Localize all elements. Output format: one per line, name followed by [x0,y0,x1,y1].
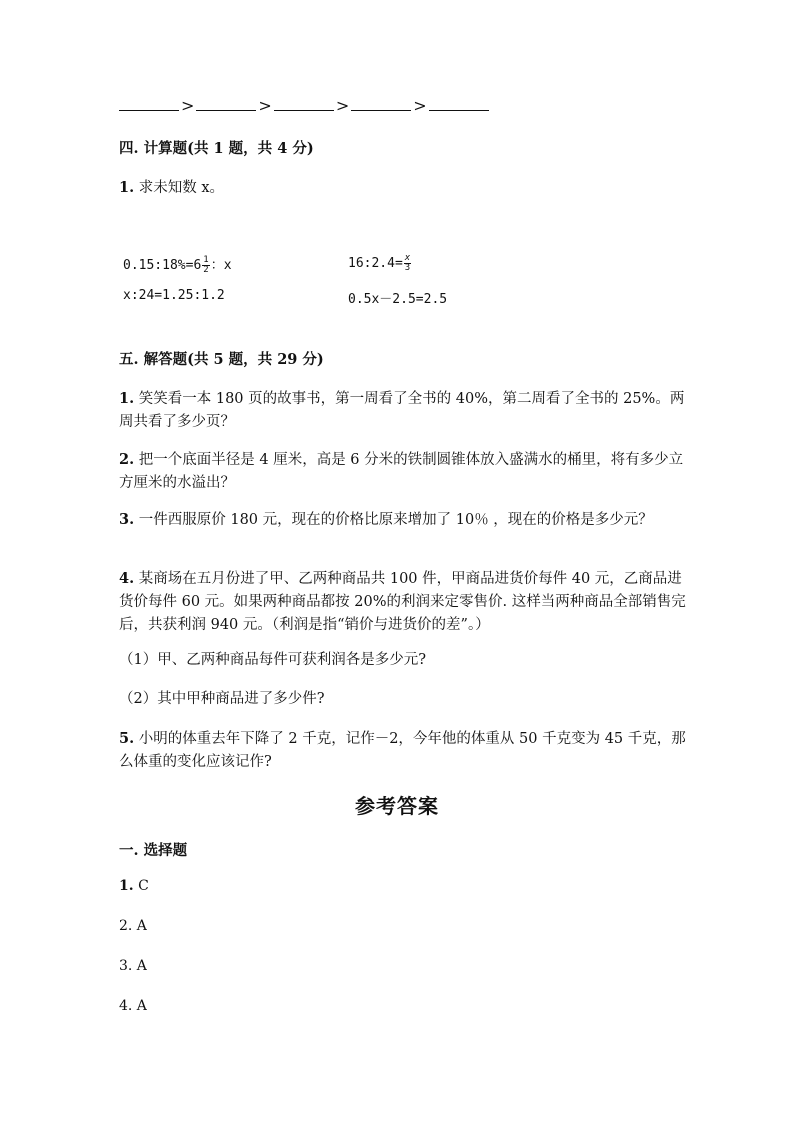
equation-text: 16:2.4= [348,256,403,271]
equation-2 [348,254,412,273]
word-problem [119,567,689,637]
equation-1 [123,254,232,275]
answer-item [119,998,147,1014]
answer-text: A [132,918,147,934]
word-problem [119,448,689,495]
answer-section-heading: 一. 选择题 [119,842,188,859]
greater-than-sign: > [181,96,195,115]
question-text: 某商场在五月份进了甲、乙两种商品共 100 件，甲商品进货价每件 40 元，乙商品进货价每件 60 元。如果两种商品都按 20%的利润来定零售价. 这样当两种商品全部销售完后，共获利润 940 元。（利润是指“销价与进货价的差”。） [119,571,686,633]
question-text: 一件西服原价 180 元，现在的价格比原来增加了 10％ ，现在的价格是多少元？ [134,512,653,528]
question-text: 笑笑看一本 180 页的故事书，第一周看了全书的 40%，第二周看了全书的 25%。两周共看了多少页？ [119,391,685,430]
answer-number: 2. [119,918,133,934]
answer-item [119,918,147,934]
question-number: 1. [119,179,135,196]
question-calc-1 [119,176,224,197]
fraction-denominator: 3 [404,263,411,273]
answer-blank [119,109,179,111]
greater-than-sign: > [258,96,272,115]
answer-text: A [132,998,147,1014]
fraction [404,254,411,273]
question-number: 5. [119,730,135,747]
answer-item [119,878,149,894]
answer-blank [274,109,334,111]
section-heading-word-problems: 五. 解答题(共 5 题，共 29 分) [119,351,324,368]
question-number: 4. [119,570,135,587]
answer-blank [429,109,489,111]
question-text: （2）其中甲种商品进了多少件? [119,691,325,707]
greater-than-sign: > [413,96,427,115]
answer-number: 1. [119,878,134,894]
equation-text: ：x [210,258,232,273]
question-text: （1）甲、乙两种商品每件可获利润各是多少元? [119,652,426,668]
answer-key-title: 参考答案 [355,794,439,818]
equation-3: x:24=1.25:1.2 [123,288,225,303]
question-number: 1. [119,390,135,407]
equation-text: 0.15:18%=6 [123,258,202,273]
sub-question [119,688,689,711]
question-number: 3. [119,511,135,528]
question-text: 把一个底面半径是 4 厘米，高是 6 分米的铁制圆锥体放入盛满水的桶里，将有多少立方厘米的水溢出？ [119,452,684,491]
question-text: 小明的体重去年下降了 2 千克，记作－2，今年他的体重从 50 千克变为 45 千克，那么体重的变化应该记作? [119,731,686,770]
word-problem [119,508,689,532]
fraction-numerator: x [404,253,411,263]
answer-blank [196,109,256,111]
fraction [202,256,209,275]
answer-blank [351,109,411,111]
answer-text: C [133,878,149,894]
section-heading-calculation: 四. 计算题(共 1 题，共 4 分) [119,140,314,157]
equation-4: 0.5x－2.5=2.5 [348,292,448,307]
fraction-numerator: 1 [203,255,209,265]
question-text: 求未知数 x。 [134,180,225,196]
ordering-row [119,96,489,115]
answer-text: A [132,958,147,974]
word-problem [119,727,689,774]
fraction-denominator: 2 [203,265,209,275]
answer-number: 4. [119,998,133,1014]
answer-number: 3. [119,958,133,974]
greater-than-sign: > [335,96,350,115]
question-number: 2. [119,451,135,468]
answer-item [119,958,147,974]
word-problem [119,387,689,434]
sub-question [119,649,689,672]
